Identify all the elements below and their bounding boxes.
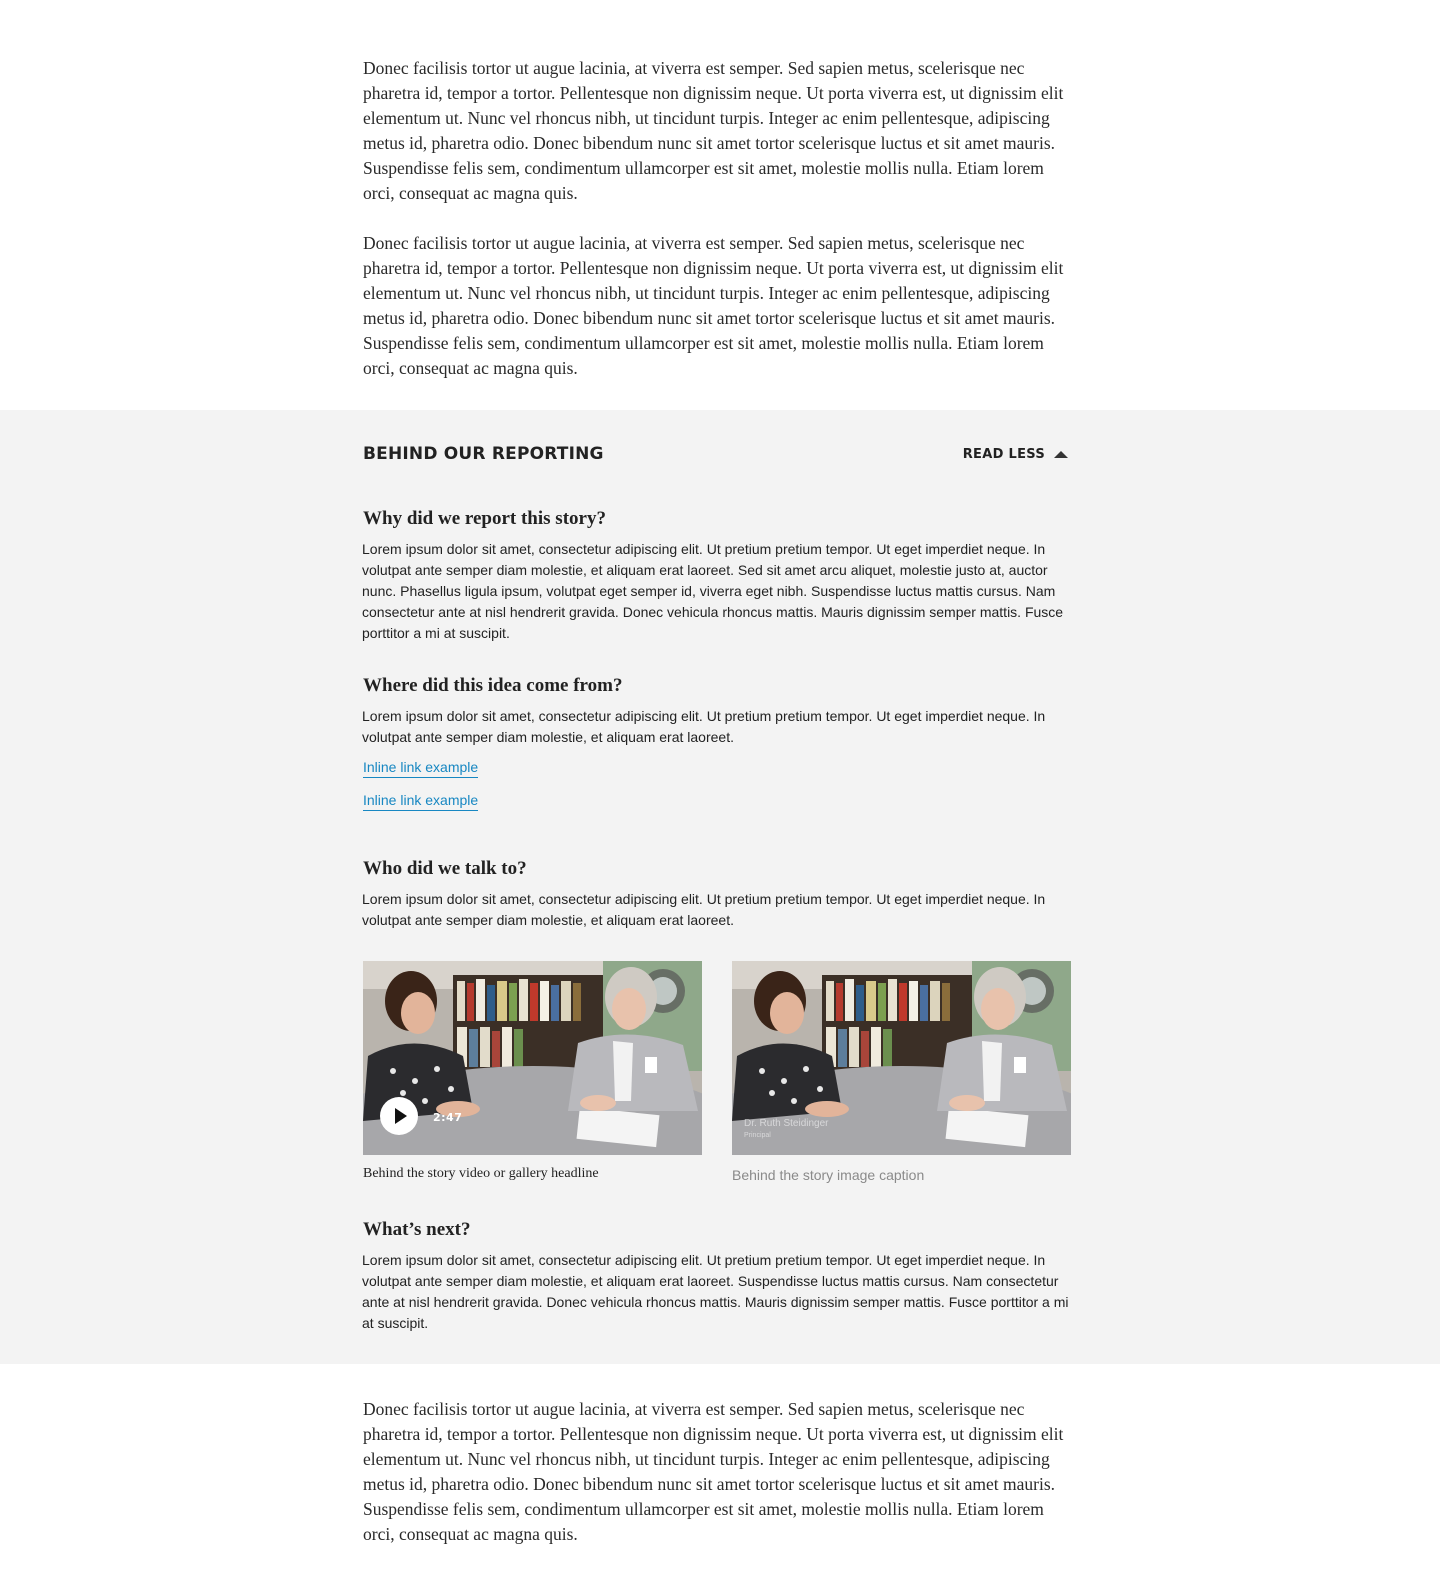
inline-link-row [363,758,1073,791]
image-card [732,961,1071,1183]
media-row [363,961,1073,1183]
video-duration: 2:47 [433,1111,463,1124]
question-heading: Who did we talk to? [363,858,527,879]
question-heading: What’s next? [363,1219,471,1240]
lower-third-name: Dr. Ruth Steidinger [744,1118,829,1129]
article-top [363,0,1073,381]
body-paragraph: Donec facilisis tortor ut augue lacinia, at viverra est semper. Sed sapien metus, scelerisque nec pharetra id, tempor a tortor. Pellentesque non dignissim neque. Ut porta viverra est, ut dignissim elit elementum ut. Nunc vel rhoncus nibh, ut tincidunt turpis. Integer ac enim pellentesque, adipiscing metus id, pharetra odio. Donec bibendum nunc sit amet tortor scelerisque luctus et sit amet mauris. Suspendisse felis sem, condimentum ullamcorper est sit amet, molestie mollis nulla. Etiam lorem orci, consequat ac magna quis. [363,58,1064,203]
question-heading: Where did this idea come from? [363,675,623,696]
caret-up-icon [1054,451,1068,458]
article-bottom [363,1364,1073,1547]
lower-third-title: Principal [744,1132,771,1139]
read-less-toggle[interactable] [963,447,1068,462]
panel-title: BEHIND OUR REPORTING [363,444,604,464]
play-button[interactable] [380,1097,418,1135]
inline-link[interactable]: Inline link example [363,791,478,811]
video-card [363,961,702,1183]
body-paragraph: Donec facilisis tortor ut augue lacinia, at viverra est semper. Sed sapien metus, scelerisque nec pharetra id, tempor a tortor. Pellentesque non dignissim neque. Ut porta viverra est, ut dignissim elit elementum ut. Nunc vel rhoncus nibh, ut tincidunt turpis. Integer ac enim pellentesque, adipiscing metus id, pharetra odio. Donec bibendum nunc sit amet tortor scelerisque luctus et sit amet mauris. Suspendisse felis sem, condimentum ullamcorper est sit amet, molestie mollis nulla. Etiam lorem orci, consequat ac magna quis. [363,1399,1064,1544]
behind-our-reporting-panel [0,410,1440,1364]
panel-header [363,441,1073,467]
video-lower-third [744,1118,829,1142]
image-caption: Behind the story image caption [732,1167,925,1183]
answer-text: Lorem ipsum dolor sit amet, consectetur adipiscing elit. Ut pretium pretium tempor. Ut eget imperdiet neque. In volutpat ante semper diam molestie, et aliquam erat laoreet. Sed sit amet arcu aliquet, molestie justo at, auctor nunc. Phasellus ligula ipsum, volutpat eget semper id, viverra eget nibh. Suspendisse luctus mattis cursus. Nam consectetur ante at nisl hendrerit gravida. Donec vehicula rhoncus mattis. Mauris dignissim semper mattis. Fusce porttitor a mi at suscipit. [362,541,1064,641]
video-headline[interactable]: Behind the story video or gallery headline [363,1166,599,1181]
play-icon [395,1108,407,1124]
answer-text: Lorem ipsum dolor sit amet, consectetur adipiscing elit. Ut pretium pretium tempor. Ut eget imperdiet neque. In volutpat ante semper diam molestie, et aliquam erat laoreet. Suspendisse luctus mattis cursus. Nam consectetur ante at nisl hendrerit gravida. Donec vehicula rhoncus mattis. Mauris dignissim semper mattis. Fusce porttitor a mi at suscipit. [362,1252,1069,1331]
question-heading: Why did we report this story? [363,508,606,529]
answer-text: Lorem ipsum dolor sit amet, consectetur adipiscing elit. Ut pretium pretium tempor. Ut eget imperdiet neque. In volutpat ante semper diam molestie, et aliquam erat laoreet. [362,891,1046,928]
inline-link[interactable]: Inline link example [363,758,478,778]
answer-text: Lorem ipsum dolor sit amet, consectetur adipiscing elit. Ut pretium pretium tempor. Ut eget imperdiet neque. In volutpat ante semper diam molestie, et aliquam erat laoreet. [362,708,1046,745]
video-thumbnail[interactable] [363,961,702,1155]
inline-link-row [363,791,1073,824]
read-less-label: READ LESS [962,446,1045,462]
body-paragraph: Donec facilisis tortor ut augue lacinia, at viverra est semper. Sed sapien metus, scelerisque nec pharetra id, tempor a tortor. Pellentesque non dignissim neque. Ut porta viverra est, ut dignissim elit elementum ut. Nunc vel rhoncus nibh, ut tincidunt turpis. Integer ac enim pellentesque, adipiscing metus id, pharetra odio. Donec bibendum nunc sit amet tortor scelerisque luctus et sit amet mauris. Suspendisse felis sem, condimentum ullamcorper est sit amet, molestie mollis nulla. Etiam lorem orci, consequat ac magna quis. [363,233,1064,378]
image-thumbnail[interactable] [732,961,1071,1155]
